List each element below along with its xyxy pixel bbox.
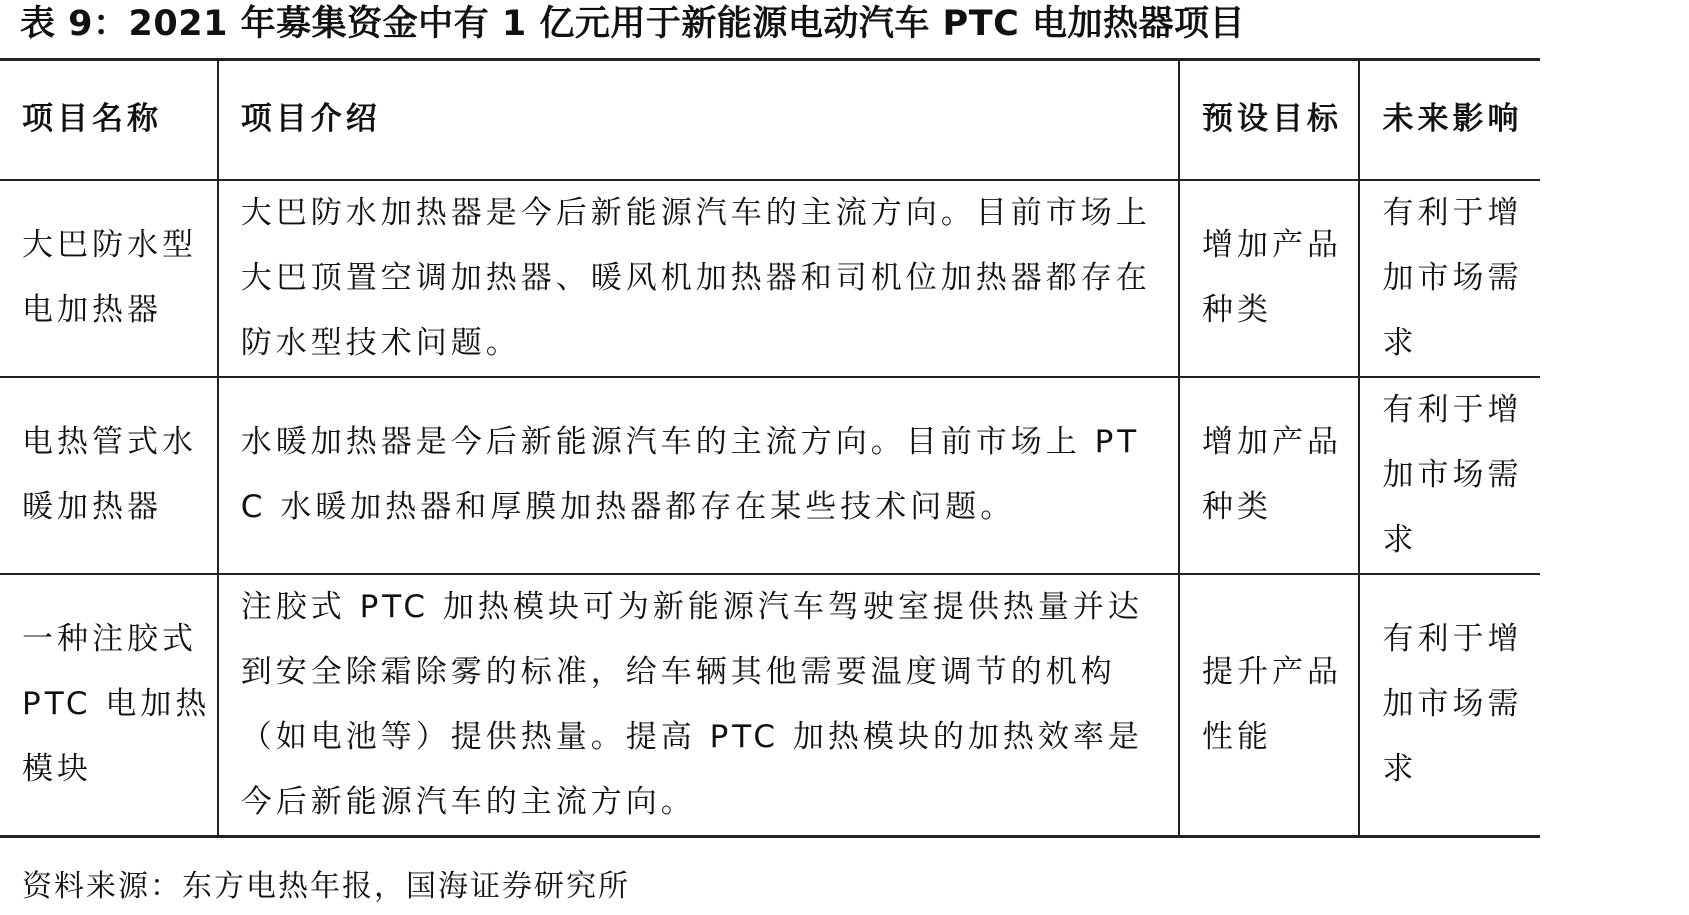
header-future-impact: 未来影响: [1359, 60, 1540, 180]
cell-future-impact: 有利于增加市场需求: [1359, 574, 1540, 837]
table-title: 表 9：2021 年募集资金中有 1 亿元用于新能源电动汽车 PTC 电加热器项目: [20, 4, 1245, 44]
table-row: [0, 574, 1540, 837]
cell-future-impact: 有利于增加市场需求: [1359, 377, 1540, 574]
cell-project-intro: 注胶式 PTC 加热模块可为新能源汽车驾驶室提供热量并达到安全除霜除雾的标准，给车辆其他需要温度调节的机构（如电池等）提供热量。提高 PTC 加热模块的加热效率是今后新能源汽车的主流方向。: [218, 574, 1179, 837]
project-table: [0, 58, 1540, 838]
header-project-name: 项目名称: [0, 60, 218, 180]
cell-project-intro: 水暖加热器是今后新能源汽车的主流方向。目前市场上 PTC 水暖加热器和厚膜加热器都存在某些技术问题。: [218, 377, 1179, 574]
cell-preset-goal: 增加产品种类: [1179, 377, 1360, 574]
table-header-row: [0, 60, 1540, 180]
cell-project-intro: 大巴防水加热器是今后新能源汽车的主流方向。目前市场上大巴顶置空调加热器、暖风机加热器和司机位加热器都存在防水型技术问题。: [218, 180, 1179, 377]
table-row: [0, 377, 1540, 574]
cell-project-name: 一种注胶式 PTC 电加热模块: [0, 574, 218, 837]
cell-project-name: 电热管式水暖加热器: [0, 377, 218, 574]
header-project-intro: 项目介绍: [218, 60, 1179, 180]
cell-preset-goal: 增加产品种类: [1179, 180, 1360, 377]
cell-project-name: 大巴防水型电加热器: [0, 180, 218, 377]
header-preset-goal: 预设目标: [1179, 60, 1360, 180]
cell-preset-goal: 提升产品性能: [1179, 574, 1360, 837]
cell-future-impact: 有利于增加市场需求: [1359, 180, 1540, 377]
source-note: 资料来源：东方电热年报，国海证券研究所: [22, 869, 630, 904]
table-row: [0, 180, 1540, 377]
